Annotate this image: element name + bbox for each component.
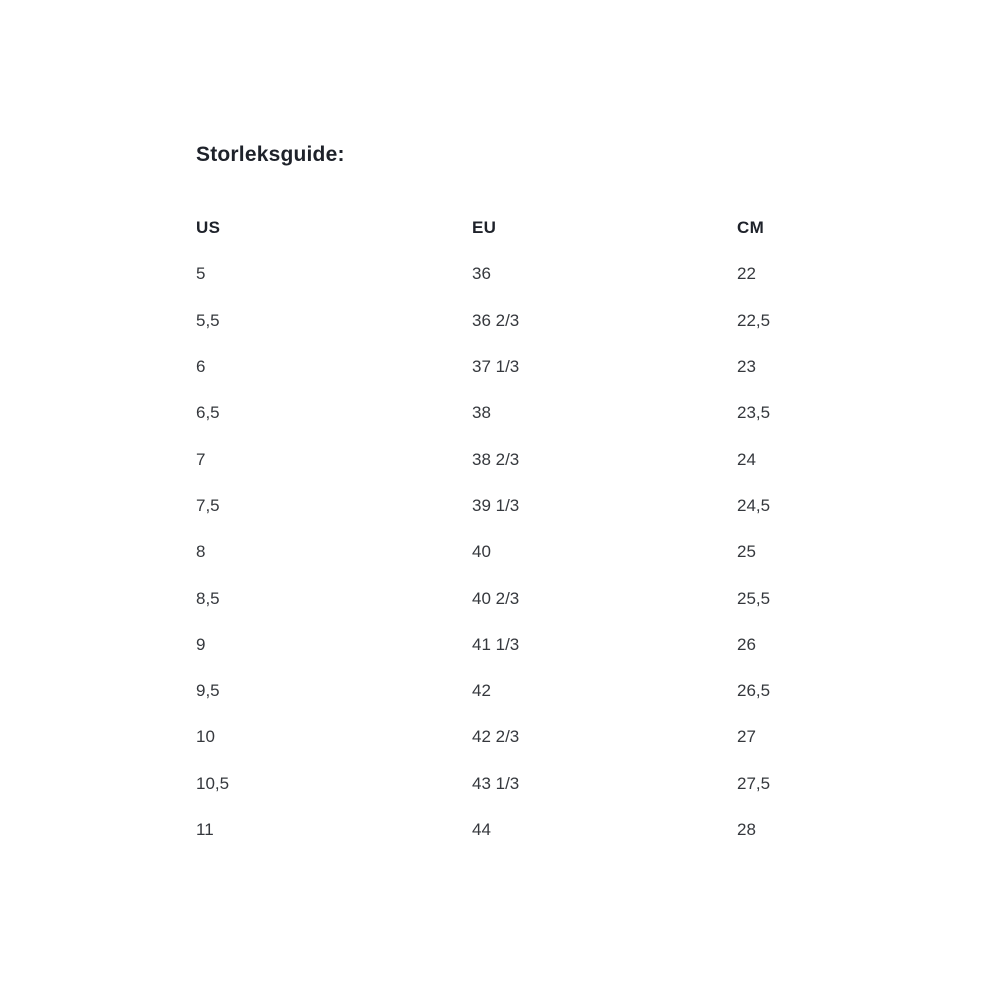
eu-value: 43 1/3	[472, 773, 520, 793]
eu-value: 38 2/3	[472, 449, 520, 469]
cm-value: 26	[737, 634, 756, 654]
table-row	[196, 761, 896, 807]
table-row	[196, 483, 896, 529]
us-value: 9	[196, 634, 206, 654]
us-value: 10,5	[196, 773, 230, 793]
us-value: 7	[196, 449, 206, 469]
cm-value: 22,5	[737, 310, 771, 330]
table-row	[196, 298, 896, 344]
cm-value: 27	[737, 727, 756, 747]
eu-value: 39 1/3	[472, 495, 520, 515]
column-header-eu: EU	[472, 218, 497, 238]
eu-value: 36 2/3	[472, 310, 520, 330]
eu-value: 36	[472, 264, 491, 284]
eu-value: 38	[472, 403, 491, 423]
size-table	[196, 205, 896, 853]
us-value: 5	[196, 264, 206, 284]
table-row	[196, 344, 896, 390]
size-guide-title: Storleksguide:	[196, 143, 345, 166]
table-row	[196, 251, 896, 297]
table-row	[196, 714, 896, 760]
us-value: 5,5	[196, 310, 220, 330]
eu-value: 37 1/3	[472, 357, 520, 377]
cm-value: 25	[737, 542, 756, 562]
eu-value: 41 1/3	[472, 634, 520, 654]
table-row	[196, 622, 896, 668]
cm-value: 22	[737, 264, 756, 284]
cm-value: 27,5	[737, 773, 771, 793]
us-value: 11	[196, 820, 214, 839]
us-value: 9,5	[196, 681, 220, 701]
eu-value: 42 2/3	[472, 727, 520, 747]
cm-value: 24	[737, 449, 756, 469]
table-row	[196, 529, 896, 575]
column-header-us: US	[196, 218, 221, 238]
us-value: 8,5	[196, 588, 220, 608]
cm-value: 25,5	[737, 588, 771, 608]
us-value: 6	[196, 357, 206, 377]
us-value: 6,5	[196, 403, 220, 423]
cm-value: 23	[737, 357, 756, 377]
column-header-cm: CM	[737, 218, 765, 238]
eu-value: 40	[472, 542, 491, 562]
cm-value: 28	[737, 820, 756, 839]
us-value: 8	[196, 542, 206, 562]
eu-value: 44	[472, 820, 491, 839]
table-row	[196, 575, 896, 621]
eu-value: 40 2/3	[472, 588, 520, 608]
table-row	[196, 390, 896, 436]
table-row	[196, 436, 896, 482]
us-value: 7,5	[196, 495, 220, 515]
us-value: 10	[196, 727, 215, 747]
cm-value: 26,5	[737, 681, 771, 701]
table-row	[196, 807, 896, 853]
table-header-row	[196, 205, 896, 251]
cm-value: 23,5	[737, 403, 771, 423]
eu-value: 42	[472, 681, 491, 701]
table-row	[196, 668, 896, 714]
cm-value: 24,5	[737, 495, 771, 515]
